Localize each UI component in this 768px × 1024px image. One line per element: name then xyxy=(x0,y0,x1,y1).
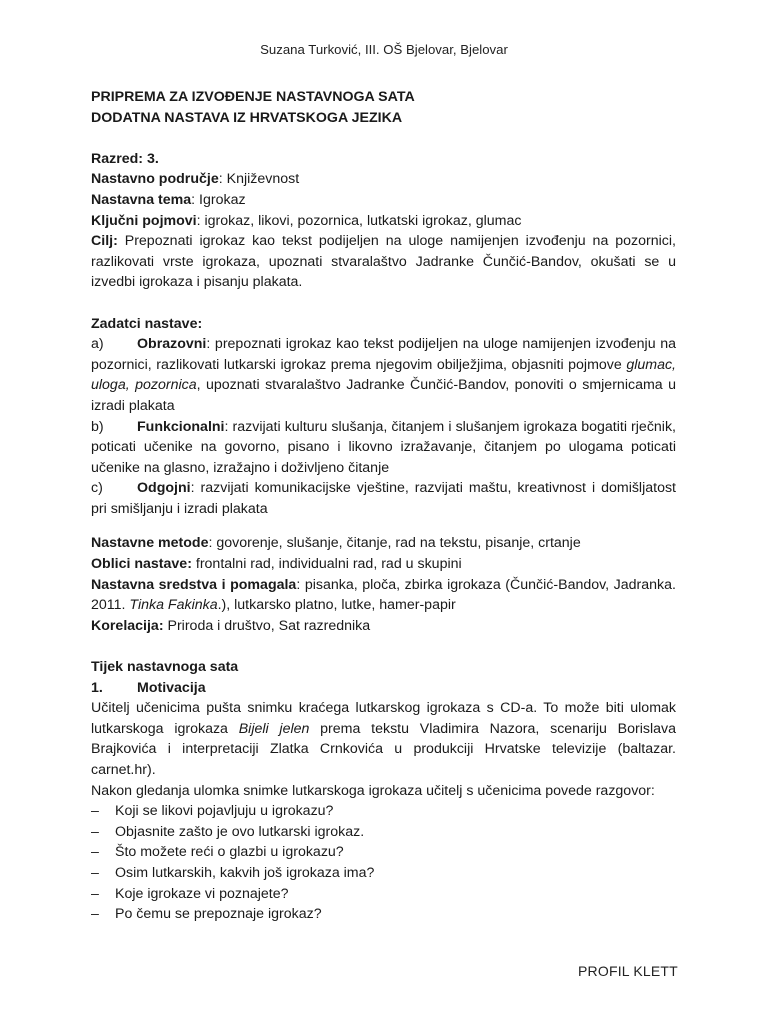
dash-bullet: – xyxy=(91,803,99,820)
key-concepts xyxy=(91,211,676,232)
step-title: Motivacija xyxy=(137,679,206,696)
task-functional xyxy=(91,417,676,479)
task-c-label: c) xyxy=(91,480,103,497)
dash-bullet: – xyxy=(91,844,99,861)
task-a-text-1: : prepoznati igrokaz kao tekst podijeljen na uloge namijenjen izvođenju na pozornici, razlikovati lutkarski igrokaz prema njegovim obilježjima, objasniti pojmove xyxy=(91,336,676,373)
task-c-text: : razvijati komunikacijske vještine, razvijati maštu, kreativnost i domišljatost pri smišljanju i izradi plakata xyxy=(91,480,676,517)
puppet-play-title: Bijeli jelen xyxy=(238,720,310,737)
dash-bullet: – xyxy=(91,906,99,923)
teaching-methods xyxy=(91,533,676,554)
question-text: Koje igrokaze vi poznajete? xyxy=(115,885,289,902)
teaching-forms-value: frontalni rad, individualni rad, rad u skupini xyxy=(191,556,462,573)
task-educational xyxy=(91,334,676,416)
key-concepts-value: : igrokaz, likovi, pozornica, lutkatski igrokaz, glumac xyxy=(196,212,522,229)
teaching-materials-value-2: .), lutkarsko platno, lutke, hamer-papir xyxy=(217,597,456,614)
motivation-paragraph xyxy=(91,698,676,780)
lesson-topic-value: : Igrokaz xyxy=(191,191,246,208)
dash-bullet: – xyxy=(91,864,99,881)
document-title-line-1: PRIPREMA ZA IZVOĐENJE NASTAVNOGA SATA xyxy=(91,89,415,105)
task-a-italic-terms: glumac, uloga, pozornica xyxy=(91,356,676,394)
discussion-intro: Nakon gledanja ulomka snimke lutkarskoga igrokaza učitelj s učenicima povede razgovor: xyxy=(91,782,655,799)
task-a-title: Obrazovni xyxy=(137,336,207,353)
question-list xyxy=(91,801,676,925)
task-b-title: Funkcionalni xyxy=(137,418,225,435)
list-item xyxy=(91,884,676,905)
publisher-footer: PROFIL KLETT xyxy=(578,963,678,979)
step-motivation xyxy=(91,678,676,699)
lesson-goal-value: Prepoznati igrokaz kao tekst podijeljen na uloge namijenjen izvođenju na pozornici, razlikovati vrste igrokaza, upoznati stvaralaštvo Jadranke Čunčić-Bandov, okušati se u izvedbi igrokaza i pisanju plakata. xyxy=(91,233,676,291)
document-title-line-2: DODATNA NASTAVA IZ HRVATSKOGA JEZIKA xyxy=(91,109,403,126)
task-a-label: a) xyxy=(91,336,104,353)
task-b-text: : razvijati kulturu slušanja, čitanjem i slušanjem igrokaza bogatiti rječnik, poticati učenike na govorno, pisano i likovno izražavanje, čitanjem po ulogama poticati učenike na glasno, izražajno i doživljeno čitanje xyxy=(91,418,676,476)
motivation-text-1: Učitelj učenicima pušta snimku kraćega lutkarskog igrokaza s CD-a. To može biti ulomak lutkarskoga igrokaza xyxy=(91,700,676,737)
question-text: Što možete reći o glazbi u igrokazu? xyxy=(115,844,344,861)
question-text: Osim lutkarskih, kakvih još igrokaza ima? xyxy=(115,864,375,881)
correlation-label: Korelacija: xyxy=(91,617,164,634)
correlation xyxy=(91,616,676,637)
dash-bullet: – xyxy=(91,823,99,840)
tasks-heading: Zadatci nastave: xyxy=(91,315,203,332)
teaching-forms xyxy=(91,554,676,575)
list-item xyxy=(91,822,676,843)
motivation-text-2: prema tekstu Vladimira Nazora, scenariju Borislava Brajkovića i interpretaciji Zlatka Crnkovića u produkciji Hrvatske televizije (baltazar. carnet.hr). xyxy=(91,720,676,778)
page-header-author: Suzana Turković, III. OŠ Bjelovar, Bjelovar xyxy=(260,42,508,57)
task-b-label: b) xyxy=(91,418,104,435)
task-upbringing xyxy=(91,478,676,519)
list-item xyxy=(91,842,676,863)
teaching-forms-label: Oblici nastave: xyxy=(91,556,192,573)
subject-area-label: Nastavno područje xyxy=(91,171,219,188)
teaching-materials-book-title: Tinka Fakinka xyxy=(129,597,218,614)
subject-area xyxy=(91,169,676,190)
list-item xyxy=(91,801,676,822)
correlation-value: Priroda i društvo, Sat razrednika xyxy=(163,617,371,634)
lesson-topic xyxy=(91,190,676,211)
question-text: Po čemu se prepoznaje igrokaz? xyxy=(115,906,322,923)
lesson-goal xyxy=(91,231,676,293)
list-item xyxy=(91,863,676,884)
lesson-topic-label: Nastavna tema xyxy=(91,191,192,208)
teaching-methods-label: Nastavne metode xyxy=(91,535,209,552)
dash-bullet: – xyxy=(91,885,99,902)
question-text: Koji se likovi pojavljuju u igrokazu? xyxy=(115,803,334,820)
subject-area-value: : Književnost xyxy=(218,171,300,188)
teaching-materials-value-1: : pisanka, ploča, zbirka igrokaza (Čunčić-Bandov, Jadranka. 2011. xyxy=(91,576,676,614)
list-item xyxy=(91,904,676,925)
question-text: Objasnite zašto je ovo lutkarski igrokaz. xyxy=(115,823,365,840)
lesson-goal-label: Cilj: xyxy=(91,233,118,250)
task-a-text-2: , upoznati stvaralaštvo Jadranke Čunčić-Bandov, ponoviti o smjernicama u izradi plakata xyxy=(91,377,676,414)
teaching-methods-value: : govorenje, slušanje, čitanje, rad na tekstu, pisanje, crtanje xyxy=(208,535,581,552)
grade-label: Razred: 3. xyxy=(91,150,159,167)
task-c-title: Odgojni xyxy=(137,480,191,497)
teaching-materials-label: Nastavna sredstva i pomagala xyxy=(91,576,297,593)
lesson-flow-heading: Tijek nastavnoga sata xyxy=(91,659,239,676)
document-body xyxy=(91,87,676,925)
teaching-materials xyxy=(91,575,676,616)
key-concepts-label: Ključni pojmovi xyxy=(91,212,197,229)
step-number: 1. xyxy=(91,679,103,696)
